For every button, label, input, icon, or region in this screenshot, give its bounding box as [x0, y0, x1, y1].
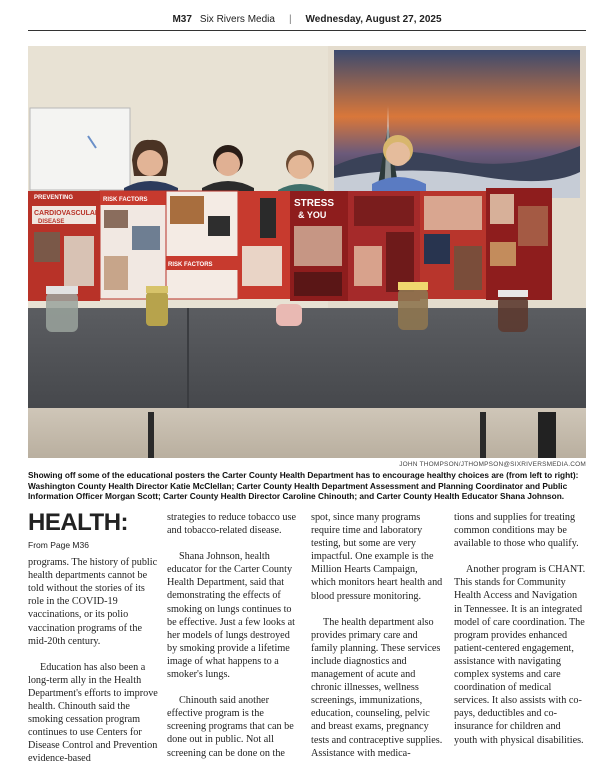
paragraph: programs. The history of public health departments cannot be told without the stories of its role in the COVID-19 vaccinations, or its polio vaccination programs of the mid-20th century. — [28, 557, 158, 647]
paragraph: Shana Johnson, health educator for the Carter County Health Department, said that demonstrating the effects of smoking on lungs continues to be effective. Just a few looks at her models of lungs destroyed by smoking provide a lifetime image of what happens to a smoker's lungs. — [167, 551, 295, 681]
svg-text:& YOU: & YOU — [298, 210, 327, 220]
photo-illustration — [28, 46, 586, 458]
paragraph: Education has also been a long-term ally in the Health Department's efforts to improve health. Chinouth said the smoking cessation program continues to use Centers for Disease Control and Prevention evidence-based — [28, 661, 158, 765]
issue-date: Wednesday, August 27, 2025 — [305, 13, 442, 25]
paragraph: The health department also provides primary care and family planning. These services include diagnostics and management of acute and chronic illnesses, wellness screenings, immunizations, education, counseling, pelvic and breast exams, pregnancy tests and contraceptive supplies. Assistance with medica- — [311, 616, 443, 759]
svg-text:STRESS: STRESS — [294, 198, 335, 209]
photo-caption: Showing off some of the educational posters the Carter County Health Department has to encourage healthy choices are (from left to right): Washington County Health Director Katie McClellan; Carter County Health Department Assessment and Planning Coordinator and Public Information Officer Morgan Scott; Carter County Health Director Caroline Chinouth; and Carter County Health Educator Shana Johnson. — [28, 470, 579, 501]
page-number: M37 — [172, 13, 192, 25]
paragraph: tions and supplies for treating common conditions may be available to those who qualify. — [454, 512, 579, 550]
paragraph: Chinouth said another effective program is the screening programs that can be done out in public. Not all screening can be done on the — [167, 695, 294, 759]
article-column-4 — [454, 511, 586, 747]
article-column-3 — [311, 511, 443, 760]
publication-name: Six Rivers Media — [199, 13, 275, 25]
article-photo — [28, 46, 586, 458]
article-column-1 — [28, 511, 160, 766]
paragraph: strategies to reduce tobacco use and tobacco-related disease. — [167, 512, 296, 537]
svg-text:DISEASE: DISEASE — [38, 219, 65, 225]
paragraph: spot, since many programs require time and laboratory testing, but some are very impactful. One example is the Million Hearts Campaign, which monitors heart health and blood pressure monitoring. — [311, 512, 443, 602]
photo-credit: JOHN THOMPSON/JTHOMPSON@SIXRIVERSMEDIA.COM — [399, 461, 586, 468]
article-column-2 — [167, 511, 299, 760]
svg-text:RISK FACTORS: RISK FACTORS — [168, 262, 213, 268]
svg-text:PREVENTING: PREVENTING — [34, 195, 74, 201]
header-separator: | — [288, 13, 292, 25]
svg-text:CARDIOVASCULAR: CARDIOVASCULAR — [34, 210, 100, 217]
article-headline: HEALTH: — [28, 509, 129, 536]
page-header — [28, 8, 586, 31]
svg-text:RISK FACTORS: RISK FACTORS — [103, 197, 148, 203]
paragraph: Another program is CHANT. This stands for Community Health Access and Navigation in Tennessee. It is an integrated model of care coordination. The program provides enhanced patient-centered engagement, assistance with navigating complex systems and care coordination of medical services. It also assists with co-pays, deductibles and co-insurance for children and youth with physical disabilities. — [454, 564, 586, 746]
jump-line: From Page M36 — [28, 540, 89, 550]
